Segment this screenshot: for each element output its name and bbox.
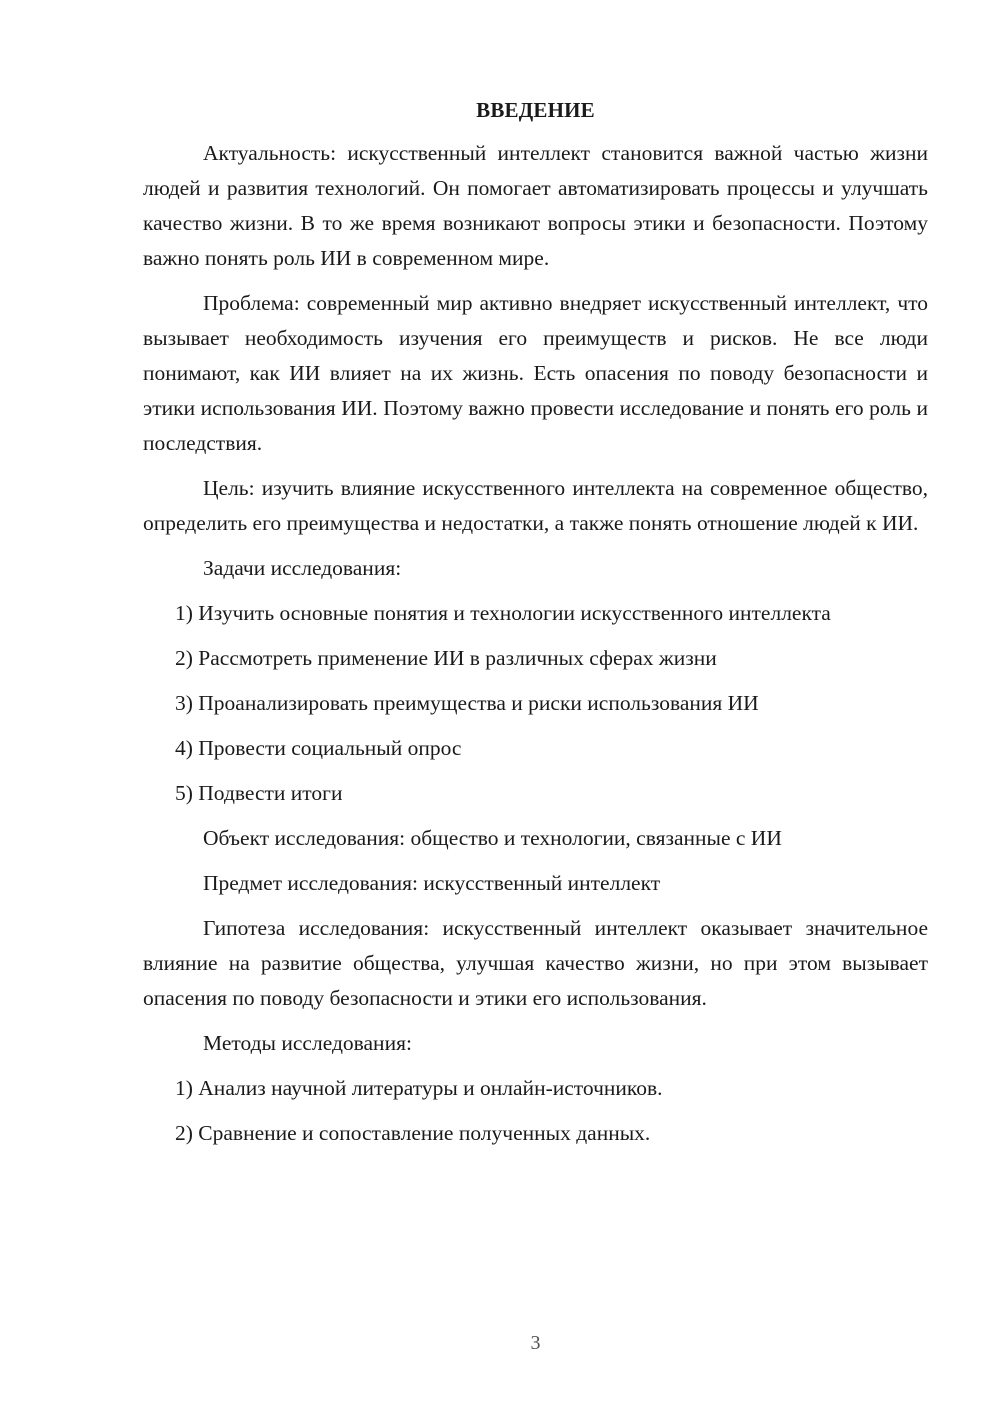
task-item-1: 1) Изучить основные понятия и технологии искусственного интеллекта: [175, 601, 831, 625]
goal-paragraph: Цель: изучить влияние искусственного интеллекта на современное общество, определить его преимущества и недостатки, а также понять отношение людей к ИИ.: [143, 476, 928, 535]
method-item-2: 2) Сравнение и сопоставление полученных данных.: [175, 1121, 651, 1145]
task-item-4: 4) Провести социальный опрос: [175, 736, 462, 760]
page-content: [143, 94, 928, 1161]
method-item-1: 1) Анализ научной литературы и онлайн-источников.: [175, 1076, 663, 1100]
research-subject: Предмет исследования: искусственный интеллект: [203, 871, 661, 895]
task-item-5: 5) Подвести итоги: [175, 781, 343, 805]
section-heading: ВВЕДЕНИЕ: [476, 98, 595, 122]
task-item-3: 3) Проанализировать преимущества и риски использования ИИ: [175, 691, 759, 715]
problem-paragraph: Проблема: современный мир активно внедряет искусственный интеллект, что вызывает необходимость изучения его преимуществ и рисков. Не все люди понимают, как ИИ влияет на их жизнь. Есть опасения по поводу безопасности и этики использования ИИ. Поэтому важно провести исследование и понять его роль и последствия.: [143, 291, 928, 455]
methods-heading: Методы исследования:: [203, 1031, 412, 1055]
research-object: Объект исследования: общество и технологии, связанные с ИИ: [203, 826, 782, 850]
tasks-heading: Задачи исследования:: [203, 556, 402, 580]
task-item-2: 2) Рассмотреть применение ИИ в различных сферах жизни: [175, 646, 717, 670]
page-number: 3: [530, 1332, 541, 1354]
relevance-paragraph: Актуальность: искусственный интеллект становится важной частью жизни людей и развития технологий. Он помогает автоматизировать процессы и улучшать качество жизни. В то же время возникают вопросы этики и безопасности. Поэтому важно понять роль ИИ в современном мире.: [143, 141, 928, 270]
hypothesis-paragraph: Гипотеза исследования: искусственный интеллект оказывает значительное влияние на развитие общества, улучшая качество жизни, но при этом вызывает опасения по поводу безопасности и этики его использования.: [143, 916, 928, 1010]
